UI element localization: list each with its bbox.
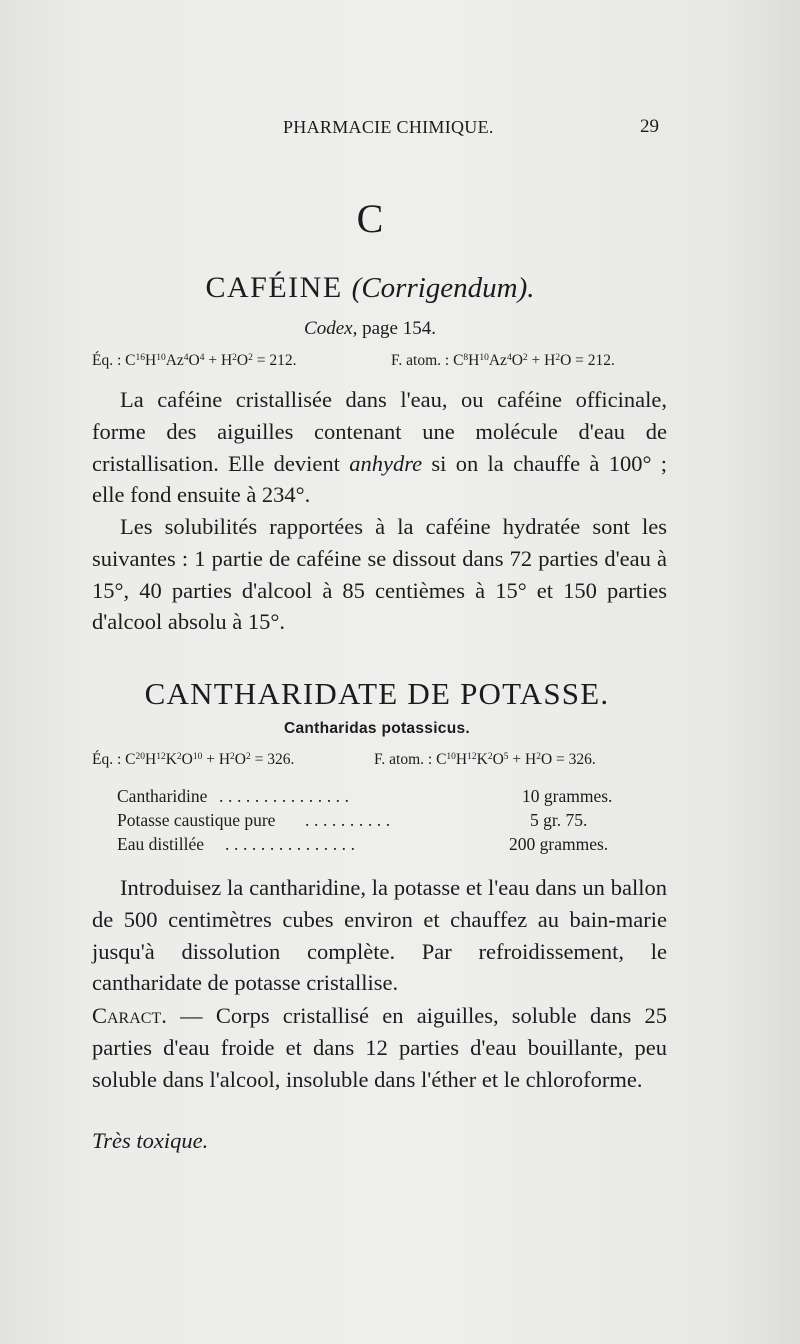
ingredient-quantity: 10 grammes. xyxy=(522,786,613,806)
ingredient-name: Cantharidine xyxy=(117,786,208,806)
para1-italic: anhydre xyxy=(349,450,423,476)
atom-formula: $C^{10}H^{12}K^2O^5 + H^2O = 326$. xyxy=(436,751,596,768)
ingredient-row xyxy=(117,786,637,810)
cafeine-atomic-formula xyxy=(391,352,615,370)
caract-label: Caract. xyxy=(92,1003,167,1028)
atom-label: F. atom. : xyxy=(374,751,433,768)
atom-formula: $C^8H^{10}Az^4O^2 + H^2O = 212$. xyxy=(453,352,615,369)
leader-dots: ............... xyxy=(219,786,354,806)
atom-label: F. atom. : xyxy=(391,352,450,369)
ingredient-row xyxy=(117,834,637,858)
para1-text-b: si on la chauffe à 100° ; elle fond ensuite à 234°. xyxy=(92,450,667,508)
cafeine-paragraph-1 xyxy=(92,384,667,511)
cantharidate-title: CANTHARIDATE DE POTASSE. xyxy=(144,676,610,711)
section-letter: C xyxy=(356,196,384,241)
eq-formula: $C^{16}H^{10}Az^4O^4 + H^2O^2 = 212$. xyxy=(125,352,297,369)
codex-reference xyxy=(0,318,740,340)
ingredient-name: Eau distillée xyxy=(117,834,204,854)
caract-text: — Corps cristallisé en aiguilles, soluble dans 25 parties d'eau froide et dans 12 parties d'eau bouillante, peu soluble dans l'alcool, insoluble dans l'éther et le chloroforme. xyxy=(92,1003,667,1092)
cafeine-equivalent-formula xyxy=(92,352,297,370)
ingredient-row xyxy=(117,810,637,834)
cantharidate-preparation-paragraph: Introduisez la cantharidine, la potasse et l'eau dans un ballon de 500 centimètres cubes environ et chauffez au bain-marie jusqu'à dissolution complète. Par refroidissement, le cantharidate de potasse cristallise. xyxy=(92,875,667,996)
cafeine-title-main: CAFÉINE xyxy=(205,271,343,304)
ingredient-quantity: 200 grammes. xyxy=(509,834,609,854)
cafeine-title xyxy=(0,271,740,305)
leader-dots: .......... xyxy=(305,810,395,830)
cantharidate-equivalent-formula xyxy=(92,751,294,769)
codex-page: page 154. xyxy=(362,318,436,339)
para1-text-a: La caféine cristallisée dans l'eau, ou caféine officinale, forme des aiguilles contenant une molécule d'eau de cristallisation. Elle devient xyxy=(92,387,667,476)
leader-dots: ............... xyxy=(225,834,360,854)
ingredient-name: Potasse caustique pure xyxy=(117,810,276,830)
toxicity-note: Très toxique. xyxy=(92,1128,209,1153)
page-number: 29 xyxy=(640,116,659,137)
eq-label: Éq. : xyxy=(92,352,122,369)
eq-formula: $C^{20}H^{12}K^2O^{10} + H^2O^2 = 326$. xyxy=(125,751,295,768)
cantharidate-atomic-formula xyxy=(374,751,596,769)
cafeine-title-note: (Corrigendum). xyxy=(351,272,535,304)
eq-label: Éq. : xyxy=(92,751,122,768)
codex-label: Codex, xyxy=(304,318,358,339)
cantharidate-characteristics-paragraph xyxy=(92,1000,667,1095)
cafeine-paragraph-2: Les solubilités rapportées à la caféine hydratée sont les suivantes : 1 partie de caféine se dissout dans 72 parties d'eau à 15°, 40 parties d'alcool à 85 centièmes à 15° et 150 parties d'alcool absolu à 15°. xyxy=(92,514,667,635)
cantharidate-latin-name: Cantharidas potassicus. xyxy=(283,720,471,737)
ingredient-quantity: 5 gr. 75. xyxy=(530,810,588,830)
running-head: PHARMACIE CHIMIQUE. xyxy=(283,117,494,137)
